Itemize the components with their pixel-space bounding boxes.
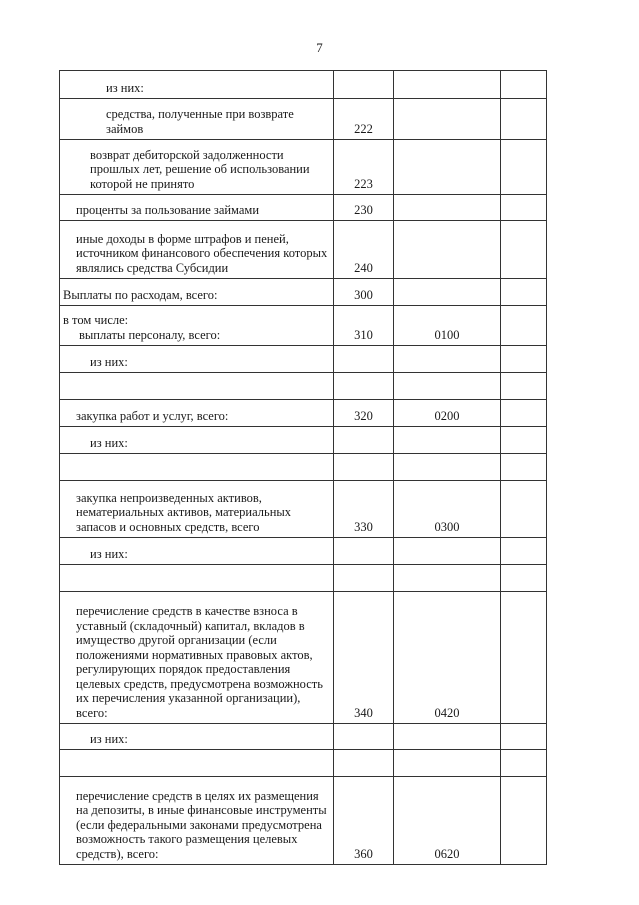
row-kosgu: 0620 [394, 777, 501, 865]
table-row [60, 565, 547, 592]
row-value [501, 400, 547, 427]
row-kosgu [394, 373, 501, 400]
row-name: Выплаты по расходам, всего: [60, 279, 334, 306]
row-kosgu [394, 427, 501, 454]
table-row [60, 481, 547, 538]
row-name [60, 565, 334, 592]
row-kosgu: 0100 [394, 306, 501, 346]
row-code: 223 [334, 140, 394, 195]
row-value [501, 140, 547, 195]
row-kosgu [394, 346, 501, 373]
row-name: закупка непроизведенных активов, нематериальных активов, материальных запасов и основных средств, всего [60, 481, 334, 538]
table-row [60, 750, 547, 777]
row-value [501, 346, 547, 373]
row-value [501, 777, 547, 865]
row-code [334, 565, 394, 592]
row-value [501, 71, 547, 99]
row-name: из них: [60, 538, 334, 565]
row-code: 340 [334, 592, 394, 724]
row-value [501, 454, 547, 481]
row-code [334, 373, 394, 400]
table-row [60, 454, 547, 481]
row-value [501, 427, 547, 454]
row-name: закупка работ и услуг, всего: [60, 400, 334, 427]
row-kosgu [394, 279, 501, 306]
row-name: из них: [60, 724, 334, 750]
row-name-prefix: в том числе: [63, 313, 129, 327]
row-name: из них: [60, 427, 334, 454]
row-value [501, 592, 547, 724]
row-name: иные доходы в форме штрафов и пеней, источником финансового обеспечения которых являлись средства Субсидии [60, 221, 334, 279]
row-kosgu [394, 140, 501, 195]
row-kosgu [394, 750, 501, 777]
row-name: из них: [60, 71, 334, 99]
row-code [334, 538, 394, 565]
row-value [501, 279, 547, 306]
table-row [60, 373, 547, 400]
table-row [60, 99, 547, 140]
row-value [501, 750, 547, 777]
table-row [60, 221, 547, 279]
row-code: 222 [334, 99, 394, 140]
row-name [60, 454, 334, 481]
row-kosgu [394, 221, 501, 279]
table-row [60, 777, 547, 865]
row-code: 320 [334, 400, 394, 427]
row-name: выплаты персоналу, всего: [79, 327, 221, 342]
row-name: перечисление средств в качестве взноса в уставный (складочный) капитал, вкладов в имущество другой организации (если положениями нормативных правовых актов, регулирующих порядок предоставления целевых средств, предусмотрена возможность их перечисления указанной организации), всего: [60, 592, 334, 724]
row-code: 230 [334, 195, 394, 221]
row-name: возврат дебиторской задолженности прошлых лет, решение об использовании которой не принято [60, 140, 334, 195]
row-kosgu: 0300 [394, 481, 501, 538]
row-value [501, 538, 547, 565]
row-name: из них: [60, 346, 334, 373]
row-value [501, 481, 547, 538]
row-code: 240 [334, 221, 394, 279]
row-kosgu: 0420 [394, 592, 501, 724]
row-code [334, 724, 394, 750]
row-name: средства, полученные при возврате займов [60, 99, 334, 140]
row-code [334, 454, 394, 481]
row-kosgu [394, 724, 501, 750]
row-value [501, 195, 547, 221]
row-code [334, 71, 394, 99]
row-value [501, 221, 547, 279]
row-code: 310 [334, 306, 394, 346]
row-kosgu [394, 538, 501, 565]
row-kosgu [394, 71, 501, 99]
table-row [60, 538, 547, 565]
row-name: проценты за пользование займами [60, 195, 334, 221]
row-code [334, 750, 394, 777]
row-value [501, 306, 547, 346]
row-code: 360 [334, 777, 394, 865]
row-name [60, 373, 334, 400]
table-row [60, 592, 547, 724]
table-row [60, 279, 547, 306]
row-kosgu [394, 99, 501, 140]
table-row [60, 195, 547, 221]
table-row [60, 400, 547, 427]
row-code: 330 [334, 481, 394, 538]
report-table [59, 70, 547, 865]
row-kosgu: 0200 [394, 400, 501, 427]
row-value [501, 724, 547, 750]
row-value [501, 373, 547, 400]
row-value [501, 565, 547, 592]
table-row [60, 346, 547, 373]
row-code [334, 346, 394, 373]
table-row [60, 71, 547, 99]
table-row [60, 427, 547, 454]
row-value [501, 99, 547, 140]
row-kosgu [394, 195, 501, 221]
table-row [60, 724, 547, 750]
row-name: перечисление средств в целях их размещения на депозиты, в иные финансовые инструменты (если федеральными законами предусмотрена возможность такого размещения целевых средств), всего: [60, 777, 334, 865]
row-code: 300 [334, 279, 394, 306]
row-name-cell [60, 306, 334, 346]
page-number: 7 [316, 40, 323, 55]
table-row [60, 306, 547, 346]
row-kosgu [394, 454, 501, 481]
row-code [334, 427, 394, 454]
row-name [60, 750, 334, 777]
row-kosgu [394, 565, 501, 592]
table-row [60, 140, 547, 195]
